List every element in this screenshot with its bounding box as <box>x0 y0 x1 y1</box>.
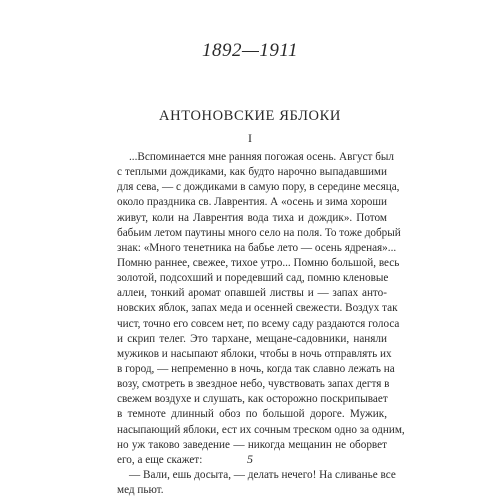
text-line: но уж таково заведение — никогда мещанин не оборвет <box>117 438 387 451</box>
text-line: мед пьют. <box>117 484 164 497</box>
text-line: — Вали, ешь досыта, — делать нечего! На сливанье все <box>129 468 396 481</box>
text-line: в темноте длинный обоз по большой дороге. Мужик, <box>117 408 387 421</box>
text-line: знак: «Много тенетника на бабье лето — осень ядреная»... <box>117 241 397 254</box>
text-line: около праздника св. Лаврентия. А «осень и зима хороши <box>117 196 387 209</box>
text-line: Помню раннее, свежее, тихое утро... Помню большой, весь <box>117 256 400 269</box>
text-line: с теплыми дождиками, как будто нарочно выпадавшими <box>117 166 387 179</box>
text-line: золотой, подсохший и поредевший сад, помню кленовые <box>117 272 389 285</box>
page-number: 5 <box>247 452 253 466</box>
text-line: в город, — непременно в ночь, когда так славно лежать на <box>117 362 395 375</box>
text-line: новских яблок, запах меда и осенней свежести. Воздух так <box>117 302 398 315</box>
text-line: мужиков и насыпают яблоки, чтобы в ночь отправлять их <box>117 347 392 360</box>
text-line: и скрип телег. Это тархане, мещане-садовники, наняли <box>117 332 387 345</box>
text-line: бабьим летом паутины много село на поля. То тоже добрый <box>117 226 401 239</box>
text-line: живут, коли на Лаврентия вода тиха и дождик». Потом <box>117 211 387 224</box>
period-heading: 1892—1911 <box>202 40 298 61</box>
text-line: для сева, — с дождиками в самую пору, в середине месяца, <box>117 181 400 194</box>
text-line: чист, точно его совсем нет, по всему саду раздаются голоса <box>117 317 400 330</box>
story-title: АНТОНОВСКИЕ ЯБЛОКИ <box>159 108 341 124</box>
text-line: аллеи, тонкий аромат опавшей листвы и — запах анто- <box>117 287 387 300</box>
body-text <box>117 150 405 498</box>
text-line: возу, смотреть в звездное небо, чувствовать запах дегтя в <box>117 378 390 391</box>
text-line: ...Вспоминается мне ранняя погожая осень. Август был <box>129 151 395 163</box>
text-line: его, а еще скажет: <box>117 453 203 466</box>
chapter-number: I <box>248 131 252 145</box>
text-line: насыпающий яблоки, ест их сочным треском одно за одним, <box>117 423 405 436</box>
text-line: свежем воздухе и слушать, как осторожно поскрипывает <box>117 393 388 406</box>
